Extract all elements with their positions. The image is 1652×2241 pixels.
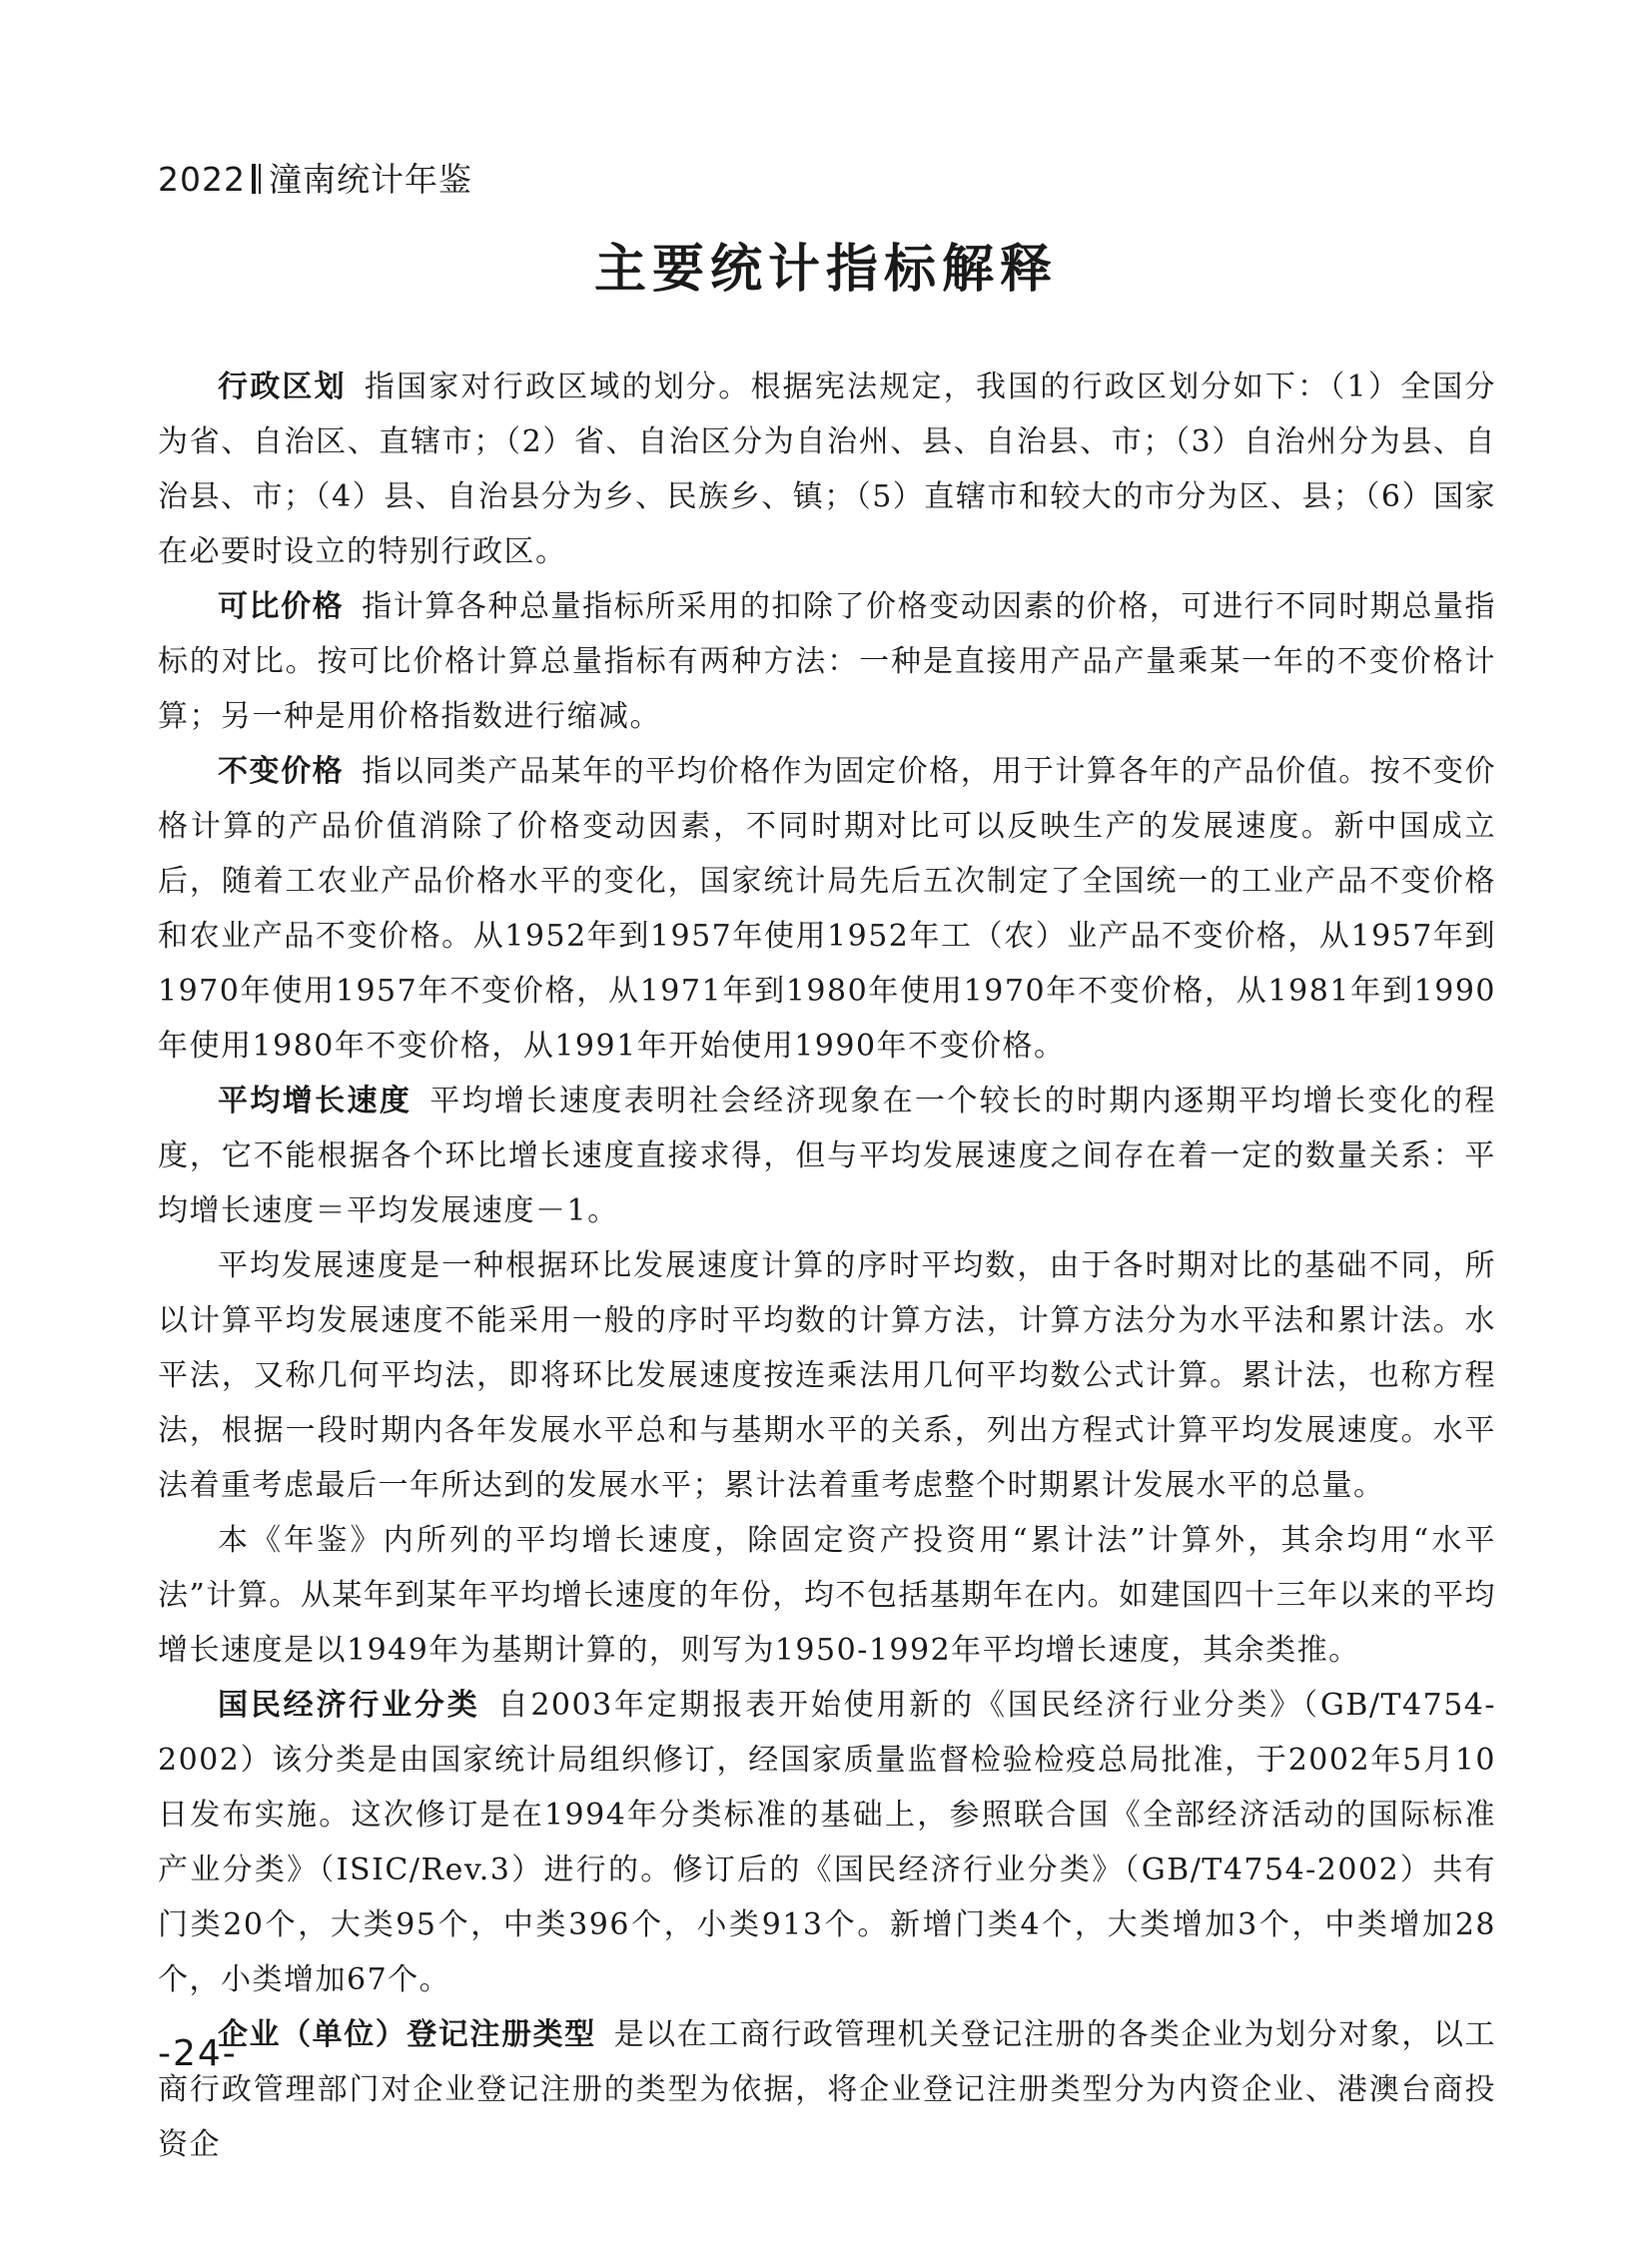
header-book-title: 潼南统计年鉴 <box>268 160 472 199</box>
term-heading: 行政区划 <box>218 370 347 404</box>
term-heading: 可比价格 <box>218 589 345 624</box>
paragraph-text: 本《年鉴》内所列的平均增长速度，除固定资产投资用“累计法”计算外，其余均用“水平法”计算。从某年到某年平均增长速度的年份，均不包括基期年在内。如建国四十三年以来的平均增长速度是以1949年为基期计算的，则写为1950-1992年平均增长速度，其余类推。 <box>158 1523 1496 1668</box>
paragraph-text: 自2003年定期报表开始使用新的《国民经济行业分类》（GB/T4754-2002）该分类是由国家统计局组织修订，经国家质量监督检验检疫总局批准，于2002年5月10日发布实施。这次修订是在1994年分类标准的基础上，参照联合国《全部经济活动的国际标准产业分类》（ISIC/Rev.3）进行的。修订后的《国民经济行业分类》（GB/T4754-2002）共有门类20个，大类95个，中类396个，小类913个。新增门类4个，大类增加3个，中类增加28个，小类增加67个。 <box>158 1688 1496 1997</box>
term-heading: 企业（单位）登记注册类型 <box>218 2017 596 2052</box>
paragraph-administrative-division <box>158 360 1496 579</box>
paragraph-text: 平均发展速度是一种根据环比发展速度计算的序时平均数，由于各时期对比的基础不同，所以计算平均发展速度不能采用一般的序时平均数的计算方法，计算方法分为水平法和累计法。水平法，又称几何平均法，即将环比发展速度按连乘法用几何平均数公式计算。累计法，也称方程法，根据一段时期内各年发展水平总和与基期水平的关系，列出方程式计算平均发展速度。水平法着重考虑最后一年所达到的发展水平；累计法着重考虑整个时期累计发展水平的总量。 <box>158 1248 1496 1503</box>
term-heading: 国民经济行业分类 <box>218 1688 480 1723</box>
paragraph-comparable-price <box>158 579 1496 744</box>
term-heading: 平均增长速度 <box>218 1084 413 1119</box>
header-divider <box>252 164 256 194</box>
paragraph-text: 指以同类产品某年的平均价格作为固定价格，用于计算各年的产品价值。按不变价格计算的产品价值消除了价格变动因素，不同时期对比可以反映生产的发展速度。新中国成立后，随着工农业产品价格水平的变化，国家统计局先后五次制定了全国统一的工业产品不变价格和农业产品不变价格。从1952年到1957年使用1952年工（农）业产品不变价格，从1957年到1970年使用1957年不变价格，从1971年到1980年使用1970年不变价格，从1981年到1990年使用1980年不变价格，从1991年开始使用1990年不变价格。 <box>158 754 1497 1064</box>
paragraph-text: 平均增长速度表明社会经济现象在一个较长的时期内逐期平均增长变化的程度，它不能根据各个环比增长速度直接求得，但与平均发展速度之间存在着一定的数量关系：平均增长速度＝平均发展速度－1。 <box>158 1084 1497 1228</box>
paragraph-average-growth-rate <box>158 1074 1496 1238</box>
term-heading: 不变价格 <box>218 754 345 789</box>
body-text <box>158 360 1496 2172</box>
paragraph-registration-type <box>158 2007 1496 2172</box>
paragraph-average-development-rate <box>158 1238 1496 1513</box>
running-header <box>158 160 472 200</box>
paragraph-constant-price <box>158 744 1496 1074</box>
page-number: -24- <box>158 2033 238 2074</box>
paragraph-yearbook-note <box>158 1513 1496 1678</box>
paragraph-text: 是以在工商行政管理机关登记注册的各类企业为划分对象，以工商行政管理部门对企业登记注册的类型为依据，将企业登记注册类型分为内资企业、港澳台商投资企 <box>158 2017 1497 2162</box>
header-year: 2022 <box>158 160 246 199</box>
paragraph-industry-classification <box>158 1678 1496 2007</box>
page-title: 主要统计指标解释 <box>593 239 1058 300</box>
paragraph-text: 指计算各种总量指标所采用的扣除了价格变动因素的价格，可进行不同时期总量指标的对比。按可比价格计算总量指标有两种方法：一种是直接用产品产量乘某一年的不变价格计算；另一种是用价格指数进行缩减。 <box>158 589 1497 734</box>
paragraph-text: 指国家对行政区域的划分。根据宪法规定，我国的行政区划分如下：（1）全国分为省、自治区、直辖市；（2）省、自治区分为自治州、县、自治县、市；（3）自治州分为县、自治县、市；（4）县、自治县分为乡、民族乡、镇；（5）直辖市和较大的市分为区、县；（6）国家在必要时设立的特别行政区。 <box>158 370 1497 569</box>
header-divider-thin <box>259 164 261 194</box>
